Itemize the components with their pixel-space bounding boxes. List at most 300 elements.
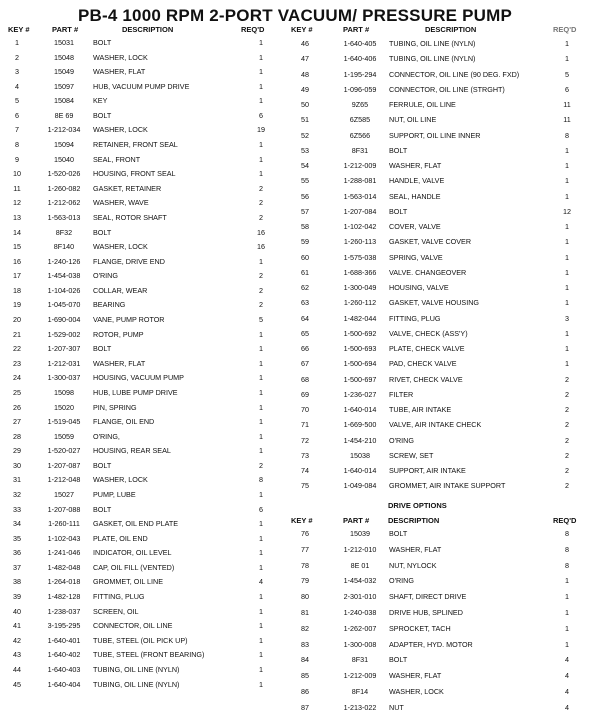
reqd-cell: 1 [259, 519, 263, 529]
reqd-cell: 2 [259, 212, 263, 222]
part-number-cell: 8F31 [351, 655, 369, 665]
description-cell: HOUSING, FRONT SEAL [93, 169, 176, 179]
reqd-cell: 16 [257, 227, 265, 237]
description-cell: WASHER, LOCK [93, 125, 148, 135]
part-number-cell: 1-640-406 [343, 54, 377, 64]
key-cell: 35 [13, 533, 21, 543]
description-cell: HOUSING, VACUUM PUMP [93, 373, 184, 383]
reqd-cell: 1 [259, 664, 263, 674]
description-cell: WASHER, FLAT [389, 544, 442, 554]
description-cell: VALVE. CHANGEOVER [389, 267, 467, 277]
description-cell: CONNECTOR, OIL LINE (90 DEG. FXD) [389, 69, 520, 79]
reqd-cell: 1 [565, 592, 569, 602]
description-cell: PLATE, CHECK VALVE [389, 344, 465, 353]
part-number-cell: 1-520-027 [47, 446, 81, 456]
table-row [0, 295, 590, 311]
key-cell: 50 [301, 100, 309, 109]
right-description-header: DESCRIPTION [425, 25, 477, 34]
table-row [0, 402, 590, 418]
key-cell: 84 [301, 655, 309, 665]
key-cell: 32 [13, 489, 21, 499]
reqd-cell: 1 [565, 608, 569, 617]
key-cell: 63 [301, 298, 309, 308]
reqd-cell: 1 [259, 67, 263, 77]
description-cell: NUT [389, 702, 404, 712]
part-number-cell: 1-482-048 [47, 562, 81, 572]
description-cell: PUMP, LUBE [93, 489, 136, 499]
key-cell: 43 [13, 650, 21, 660]
description-cell: O'RING [389, 435, 414, 445]
part-number-cell: 1-690-004 [47, 315, 81, 325]
reqd-cell: 2 [259, 460, 263, 470]
part-number-cell: 1-238-037 [47, 606, 81, 616]
table-row [0, 234, 590, 250]
part-number-cell: 1-212-009 [343, 161, 377, 170]
part-number-cell: 1-212-034 [47, 125, 81, 135]
reqd-cell: 1 [565, 298, 569, 308]
description-cell: FILTER [389, 389, 414, 399]
part-number-cell: 15040 [54, 154, 74, 164]
part-number-cell: 9Z65 [351, 100, 369, 109]
part-number-cell: 1-260-082 [47, 183, 81, 193]
key-cell: 40 [13, 606, 21, 616]
description-cell: NUT, NYLOCK [389, 560, 437, 570]
description-cell: FLANGE, DRIVE END [93, 256, 165, 266]
reqd-cell: 1 [565, 267, 569, 277]
key-cell: 21 [13, 329, 21, 339]
reqd-cell: 8 [565, 529, 569, 538]
table-row [0, 448, 590, 464]
description-cell: BOLT [389, 655, 408, 665]
reqd-cell: 1 [259, 169, 263, 179]
table-row [0, 700, 590, 716]
description-cell: ROTOR, PUMP [93, 329, 144, 339]
reqd-cell: 16 [257, 242, 265, 252]
key-cell: 81 [301, 608, 309, 617]
reqd-cell: 1 [259, 650, 263, 660]
part-number-cell: 2-301-010 [343, 592, 377, 602]
reqd-cell: 2 [259, 300, 263, 310]
part-number-cell: 1-207-088 [47, 504, 81, 514]
reqd-cell: 1 [259, 154, 263, 164]
reqd-cell: 11 [563, 100, 571, 109]
key-cell: 80 [301, 592, 309, 602]
description-cell: WASHER, LOCK [93, 242, 148, 252]
description-cell: WASHER, LOCK [93, 475, 148, 485]
table-row [0, 341, 590, 357]
description-cell: TUBE, AIR INTAKE [389, 405, 452, 414]
part-number-cell: 1-104-026 [47, 285, 81, 295]
reqd-cell: 4 [565, 702, 569, 712]
description-cell: BOLT [389, 529, 408, 538]
reqd-cell: 1 [565, 191, 569, 201]
description-cell: GASKET, RETAINER [93, 183, 162, 193]
description-cell: FITTING, PLUG [389, 313, 441, 323]
part-number-cell: 1-212-009 [343, 671, 377, 681]
reqd-cell: 3 [565, 313, 569, 323]
description-cell: BOLT [93, 344, 112, 354]
key-cell: 57 [301, 206, 309, 216]
part-number-cell: 1-102-043 [47, 533, 81, 543]
table-row [0, 51, 590, 67]
reqd-cell: 12 [563, 206, 571, 216]
key-cell: 85 [301, 671, 309, 681]
part-number-cell: 1-575-038 [343, 252, 377, 262]
key-cell: 52 [301, 130, 309, 140]
description-cell: WASHER, FLAT [389, 671, 442, 681]
key-cell: 13 [13, 212, 21, 222]
part-number-cell: 8F140 [53, 242, 75, 252]
reqd-cell: 1 [565, 328, 569, 338]
key-cell: 5 [15, 96, 19, 106]
reqd-cell: 4 [565, 687, 569, 696]
description-cell: COLLAR, WEAR [93, 285, 148, 295]
description-cell: NUT, OIL LINE [389, 115, 437, 125]
key-cell: 55 [301, 176, 309, 186]
table-row [0, 637, 590, 653]
key-cell: 42 [13, 635, 21, 645]
reqd-cell: 1 [259, 387, 263, 397]
key-cell: 48 [301, 69, 309, 79]
description-cell: SHAFT, DIRECT DRIVE [389, 592, 467, 602]
description-cell: WASHER, FLAT [93, 358, 146, 368]
part-number-cell: 1-640-403 [47, 664, 81, 674]
description-cell: SEAL, FRONT [93, 154, 141, 164]
table-row [0, 387, 590, 403]
reqd-cell: 2 [259, 198, 263, 208]
reqd-cell: 1 [259, 96, 263, 106]
reqd-cell: 2 [565, 450, 569, 460]
key-cell: 78 [301, 560, 309, 570]
part-number-cell: 6Z585 [349, 115, 371, 125]
reqd-cell: 8 [259, 475, 263, 485]
drive-description-header: DESCRIPTION [388, 516, 440, 525]
part-number-cell: 1-212-031 [47, 358, 81, 368]
description-cell: ADAPTER, HYD. MOTOR [389, 639, 473, 649]
table-row [0, 189, 590, 205]
key-cell: 23 [13, 358, 21, 368]
reqd-cell: 1 [259, 38, 263, 47]
key-cell: 60 [301, 252, 309, 262]
part-number-cell: 1-640-401 [47, 635, 81, 645]
part-number-cell: 15020 [54, 402, 74, 412]
table-row [0, 356, 590, 372]
key-cell: 45 [13, 679, 21, 689]
key-cell: 64 [301, 313, 309, 323]
table-row [0, 668, 590, 684]
key-cell: 74 [301, 466, 309, 475]
description-cell: HOUSING, REAR SEAL [93, 446, 171, 456]
description-cell: HANDLE, VALVE [389, 176, 445, 186]
part-number-cell: 3-195-295 [47, 621, 81, 631]
table-row [0, 67, 590, 83]
table-row [0, 112, 590, 128]
description-cell: BOLT [389, 145, 408, 155]
key-cell: 82 [301, 623, 309, 633]
key-cell: 4 [15, 81, 19, 91]
reqd-cell: 2 [259, 183, 263, 193]
part-number-cell: 8F14 [351, 687, 369, 696]
part-number-cell: 1-213-022 [343, 702, 377, 712]
key-cell: 72 [301, 435, 309, 445]
key-cell: 56 [301, 191, 309, 201]
key-cell: 65 [301, 328, 309, 338]
key-cell: 3 [15, 67, 19, 77]
reqd-cell: 8 [565, 130, 569, 140]
description-cell: CONNECTOR, OIL LINE [93, 621, 173, 631]
description-cell: SUPPORT, AIR INTAKE [389, 466, 466, 475]
key-cell: 17 [13, 271, 21, 281]
description-cell: BOLT [93, 38, 112, 47]
part-number-cell: 6Z566 [349, 130, 371, 140]
description-cell: SCREEN, OIL [93, 606, 139, 616]
reqd-cell: 1 [259, 344, 263, 354]
key-cell: 51 [301, 115, 309, 125]
description-cell: SUPPORT, OIL LINE INNER [389, 130, 481, 140]
reqd-cell: 2 [565, 389, 569, 399]
key-cell: 36 [13, 548, 21, 558]
table-row [0, 326, 590, 342]
key-cell: 11 [13, 183, 21, 193]
table-row [0, 280, 590, 296]
drive-options-title: DRIVE OPTIONS [388, 501, 447, 510]
part-number-cell: 8F32 [55, 227, 73, 237]
part-number-cell: 1-212-048 [47, 475, 81, 485]
description-cell: WASHER, LOCK [93, 52, 148, 62]
reqd-cell: 6 [259, 504, 263, 514]
description-cell: PIN, SPRING [93, 402, 137, 412]
key-cell: 29 [13, 446, 21, 456]
table-row [0, 558, 590, 574]
key-cell: 41 [13, 621, 21, 631]
description-cell: VALVE, AIR INTAKE CHECK [389, 420, 482, 430]
description-cell: SEAL, HANDLE [389, 191, 441, 201]
key-cell: 7 [15, 125, 19, 135]
left-key-header: KEY # [8, 25, 30, 34]
key-cell: 47 [301, 54, 309, 64]
description-cell: WASHER, WAVE [93, 198, 149, 208]
reqd-cell: 1 [259, 562, 263, 572]
right-part-header: PART # [343, 25, 370, 34]
part-number-cell: 1-288-081 [343, 176, 377, 186]
table-row [0, 311, 590, 327]
reqd-cell: 1 [259, 489, 263, 499]
reqd-cell: 1 [565, 237, 569, 247]
key-cell: 39 [13, 592, 21, 602]
reqd-cell: 1 [259, 679, 263, 689]
description-cell: TUBE, STEEL (FRONT BEARING) [93, 650, 205, 660]
description-cell: WASHER, FLAT [93, 67, 146, 77]
description-cell: GASKET, VALVE COVER [389, 237, 472, 247]
part-number-cell: 15094 [54, 140, 74, 150]
right-key-header: KEY # [291, 25, 313, 34]
part-number-cell: 1-212-062 [47, 198, 81, 208]
table-row [0, 204, 590, 220]
table-row [0, 605, 590, 621]
key-cell: 87 [301, 702, 309, 712]
description-cell: TUBE, STEEL (OIL PICK UP) [93, 635, 188, 645]
reqd-cell: 1 [259, 256, 263, 266]
key-cell: 1 [15, 38, 19, 47]
key-cell: 46 [301, 39, 309, 48]
part-number-cell: 1-500-694 [343, 359, 377, 369]
description-cell: GASKET, VALVE HOUSING [389, 298, 479, 308]
key-cell: 31 [13, 475, 21, 485]
reqd-cell: 1 [259, 635, 263, 645]
reqd-cell: 1 [565, 39, 569, 48]
key-cell: 25 [13, 387, 21, 397]
table-row [0, 417, 590, 433]
reqd-cell: 5 [565, 69, 569, 79]
part-number-cell: 15048 [54, 52, 74, 62]
key-cell: 37 [13, 562, 21, 572]
key-cell: 34 [13, 519, 21, 529]
description-cell: BEARING [93, 300, 126, 310]
reqd-cell: 1 [565, 176, 569, 186]
reqd-cell: 1 [259, 402, 263, 412]
key-cell: 62 [301, 283, 309, 292]
key-cell: 15 [13, 242, 21, 252]
key-cell: 22 [13, 344, 21, 354]
key-cell: 27 [13, 417, 21, 427]
key-cell: 20 [13, 315, 21, 325]
key-cell: 71 [301, 420, 309, 430]
key-cell: 26 [13, 402, 21, 412]
part-number-cell: 1-640-014 [343, 466, 377, 475]
description-cell: RIVET, CHECK VALVE [389, 374, 463, 384]
table-row [0, 36, 590, 52]
key-cell: 69 [301, 389, 309, 399]
part-number-cell: 15038 [350, 450, 370, 460]
reqd-cell: 11 [563, 115, 571, 125]
key-cell: 77 [301, 544, 309, 554]
part-number-cell: 8F31 [351, 145, 369, 155]
key-cell: 54 [301, 161, 309, 170]
description-cell: VANE, PUMP ROTOR [93, 315, 165, 325]
key-cell: 53 [301, 145, 309, 155]
part-number-cell: 15097 [54, 81, 74, 91]
right-reqd-header: REQ'D [553, 25, 577, 34]
description-cell: SEAL, ROTOR SHAFT [93, 212, 167, 222]
part-number-cell: 1-260-113 [343, 237, 377, 247]
description-cell: BOLT [93, 504, 112, 514]
table-row [0, 97, 590, 113]
part-number-cell: 1-500-693 [343, 344, 377, 353]
key-cell: 86 [301, 687, 309, 696]
description-cell: FERRULE, OIL LINE [389, 100, 456, 109]
part-number-cell: 1-563-014 [343, 191, 377, 201]
table-row [0, 128, 590, 144]
key-cell: 30 [13, 460, 21, 470]
reqd-cell: 1 [259, 548, 263, 558]
description-cell: SPRING, VALVE [389, 252, 443, 262]
part-number-cell: 1-640-405 [343, 39, 377, 48]
part-number-cell: 1-300-049 [343, 283, 377, 292]
part-number-cell: 1-640-402 [47, 650, 81, 660]
description-cell: O'RING [389, 576, 414, 586]
part-number-cell: 1-482-044 [343, 313, 377, 323]
table-row [0, 158, 590, 174]
part-number-cell: 15031 [54, 38, 74, 47]
description-cell: DRIVE HUB, SPLINED [389, 608, 463, 617]
description-cell: COVER, VALVE [389, 222, 441, 231]
part-number-cell: 8E 01 [350, 560, 370, 570]
description-cell: WASHER, FLAT [389, 161, 442, 170]
part-number-cell: 15059 [54, 431, 74, 441]
drive-reqd-header: REQ'D [553, 516, 577, 525]
reqd-cell: 1 [565, 222, 569, 231]
reqd-cell: 1 [565, 54, 569, 64]
description-cell: TUBING, OIL LINE (NYLN) [93, 664, 180, 674]
reqd-cell: 2 [565, 405, 569, 414]
part-number-cell: 1-640-404 [47, 679, 81, 689]
table-row [0, 589, 590, 605]
description-cell: HUB, LUBE PUMP DRIVE [93, 387, 178, 397]
reqd-cell: 2 [565, 481, 569, 491]
part-number-cell: 1-240-126 [47, 256, 81, 266]
part-number-cell: 1-207-084 [343, 206, 377, 216]
table-row [0, 463, 590, 479]
page-title: PB-4 1000 RPM 2-PORT VACUUM/ PRESSURE PUMP [77, 6, 513, 25]
reqd-cell: 1 [259, 52, 263, 62]
reqd-cell: 1 [259, 373, 263, 383]
key-cell: 16 [13, 256, 21, 266]
key-cell: 59 [301, 237, 309, 247]
key-cell: 66 [301, 344, 309, 353]
reqd-cell: 1 [259, 417, 263, 427]
key-cell: 2 [15, 52, 19, 62]
part-number-cell: 1-482-128 [47, 592, 81, 602]
description-cell: VALVE, CHECK (ASS'Y) [389, 328, 468, 338]
table-row [0, 684, 590, 700]
part-number-cell: 1-045-070 [47, 300, 81, 310]
description-cell: FLANGE, OIL END [93, 417, 155, 427]
part-number-cell: 1-300-008 [343, 639, 377, 649]
reqd-cell: 1 [259, 140, 263, 150]
description-cell: BOLT [93, 227, 112, 237]
key-cell: 8 [15, 140, 19, 150]
reqd-cell: 4 [259, 577, 263, 587]
part-number-cell: 1-688-366 [343, 267, 377, 277]
key-cell: 73 [301, 450, 309, 460]
reqd-cell: 4 [565, 671, 569, 681]
part-number-cell: 1-240-038 [343, 608, 377, 617]
part-number-cell: 8E 69 [54, 110, 74, 120]
reqd-cell: 2 [259, 271, 263, 281]
part-number-cell: 1-262-007 [343, 623, 377, 633]
reqd-cell: 8 [565, 544, 569, 554]
key-cell: 79 [301, 576, 309, 586]
part-number-cell: 1-454-038 [47, 271, 81, 281]
part-number-cell: 1-640-014 [343, 405, 377, 414]
table-row [0, 82, 590, 98]
left-reqd-header: REQ'D [241, 25, 265, 34]
description-cell: KEY [93, 96, 108, 106]
reqd-cell: 2 [259, 285, 263, 295]
drive-key-header: KEY # [291, 516, 313, 525]
part-number-cell: 1-529-002 [47, 329, 81, 339]
key-cell: 83 [301, 639, 309, 649]
key-cell: 18 [13, 285, 21, 295]
part-number-cell: 15027 [54, 489, 74, 499]
key-cell: 14 [13, 227, 21, 237]
key-cell: 76 [301, 529, 309, 538]
drive-part-header: PART # [343, 516, 370, 525]
table-row [0, 219, 590, 235]
key-cell: 49 [301, 84, 309, 94]
reqd-cell: 1 [259, 329, 263, 339]
description-cell: GASKET, OIL END PLATE [93, 519, 179, 529]
